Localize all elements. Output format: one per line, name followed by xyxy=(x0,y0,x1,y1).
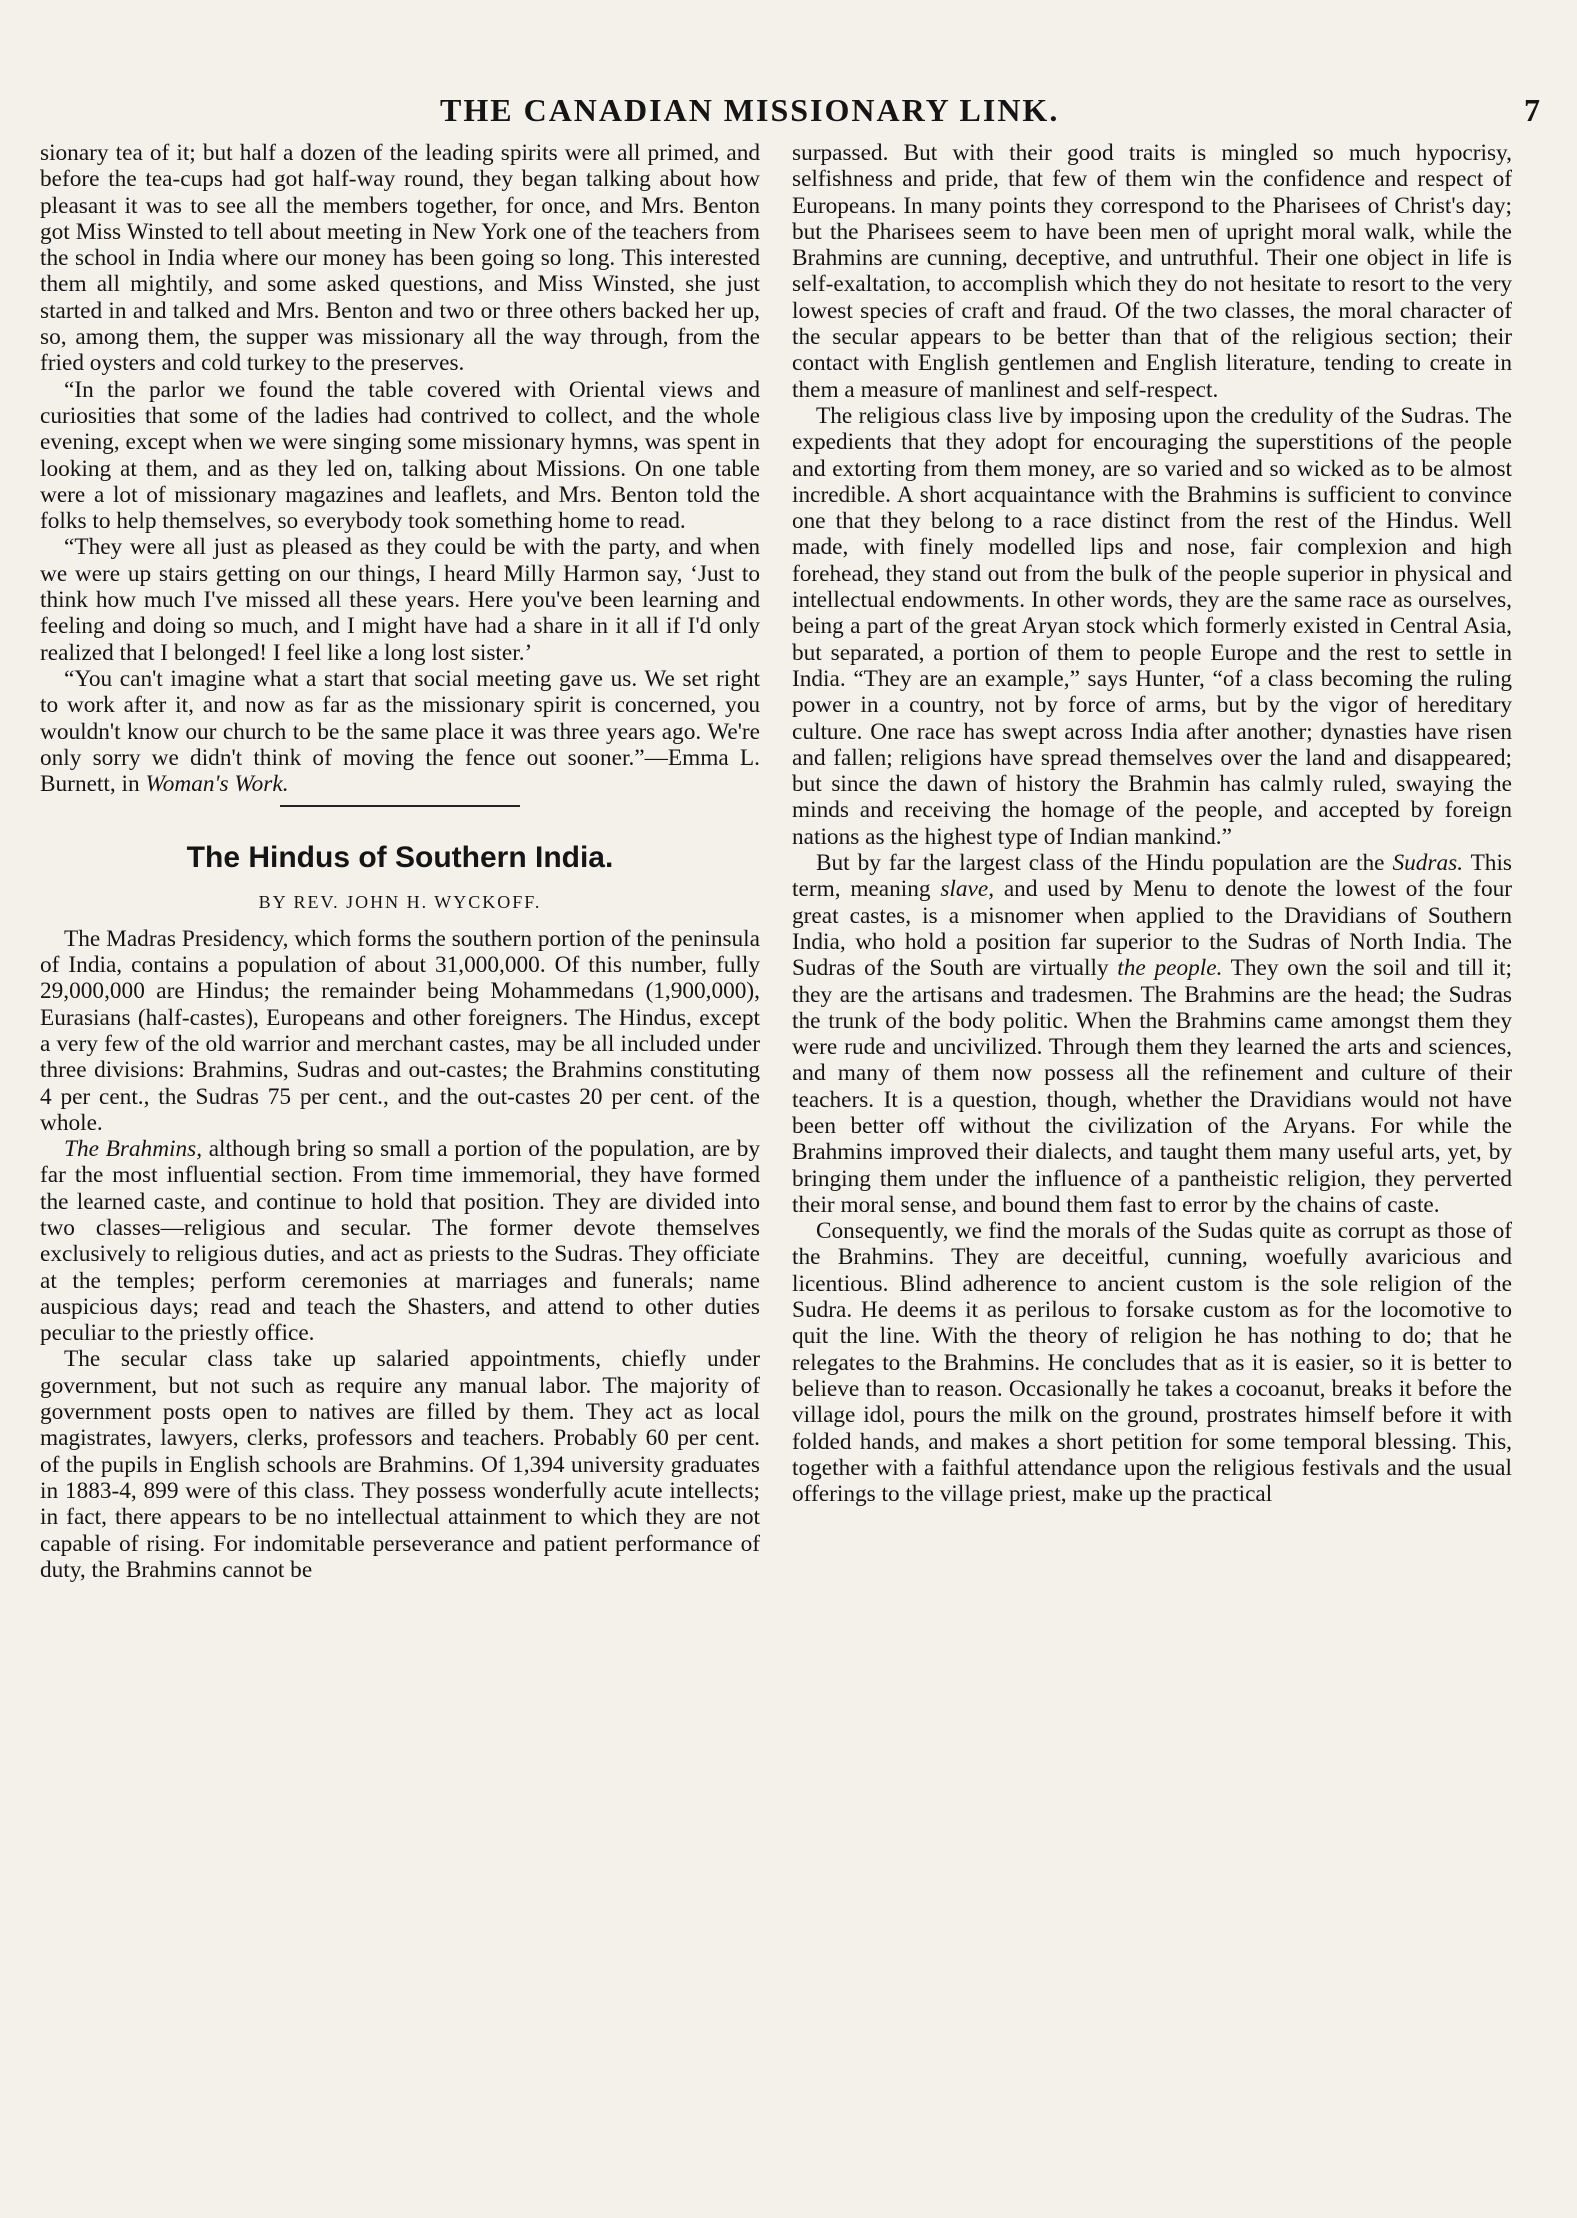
publication-title: THE CANADIAN MISSIONARY LINK. xyxy=(440,92,1060,128)
article-title: The Hindus of Southern India. xyxy=(186,841,614,875)
paragraph-text: This term, meaning xyxy=(792,850,1512,903)
paragraph xyxy=(40,666,760,797)
page-header xyxy=(60,92,1540,132)
italic-term: slave, xyxy=(940,876,995,903)
paragraph: The secular class take up salaried appointments, chiefly under government, but not such as require any manual labor. The majority of government posts open to natives are filled by them. They act as local magistrates, lawyers, clerks, professors and teachers. Probably 60 per cent. of the pupils in English schools are Brahmins. Of 1,394 university graduates in 1883-4, 899 were of this class. They possess wonderfully acute intellects; in fact, there appears to be no intellectual attainment to which they are not capable of rising. For indomitable perseverance and patient performance of duty, the Brahmins cannot be xyxy=(40,1346,760,1583)
paragraph-text: and used by Menu to denote the lowest of the four great castes, is a misnomer when applied to the Dravidians of Southern India, who hold a position far superior to the Sudras of North India. The Sudras of the South are virtually xyxy=(792,876,1512,982)
paragraph-text: They own the soil and till it; they are the artisans and tradesmen. The Brahmins are the head; the Sudras the trunk of the body politic. When the Brahmins came amongst them they were rude and uncivilized. Through them they learned the arts and sciences, and many of them now possess all the refinement and culture of their teachers. It is a question, though, whether the Dravidians would not have been better off without the civilization of the Aryans. For while the Brahmins improved their dialects, and taught them many useful arts, yet, by bringing them under the influence of a pantheistic religion, they perverted their moral sense, and bound them fast to error by the chains of caste. xyxy=(792,955,1512,1218)
paragraph xyxy=(40,1136,760,1346)
paragraph-text: although bring so small a portion of the population, are by far the most influential section. From time immemorial, they have formed the learned caste, and continue to hold that position. They are divided into two classes—religious and secular. The former devote themselves exclusively to religious duties, and act as priests to the Sudras. They officiate at the temples; perform ceremonies at marriages and funerals; name auspicious days; read and teach the Shasters, and attend to other duties peculiar to the priestly office. xyxy=(40,1136,760,1347)
left-column xyxy=(40,140,760,1583)
page-number: 7 xyxy=(1524,92,1540,128)
paragraph-lead: The Brahmins, xyxy=(64,1136,203,1163)
paragraph-text: “You can't imagine what a start that social meeting gave us. We set right to work after it, and now as far as the missionary spirit is concerned, you wouldn't know our church to be the same place it was three years ago. We're only sorry we didn't think of moving the fence out sooner.”—Emma L. Burnett, in xyxy=(40,665,760,798)
paragraph: sionary tea of it; but half a dozen of the leading spirits were all primed, and before the tea-cups had got half-way round, they began talking about how pleasant it was to see all the members together, for once, and Mrs. Benton got Miss Winsted to tell about meeting in New York one of the teachers from the school in India where our money has been going so long. This interested them all mightily, and some asked questions, and Miss Winsted, she just started in and talked and Mrs. Benton and two or three others backed her up, so, among them, the supper was missionary all the way through, from the fried oysters and cold turkey to the preserves. xyxy=(40,140,760,377)
byline: BY REV. JOHN H. WYCKOFF. xyxy=(258,892,542,913)
paragraph xyxy=(792,850,1512,1218)
source-citation: Woman's Work. xyxy=(145,771,289,798)
italic-term: the people. xyxy=(1117,955,1223,982)
paragraph: The religious class live by imposing upon the credulity of the Sudras. The expedients that they adopt for encouraging the superstitions of the people and extorting from them money, are so varied and so wicked as to be almost incredible. A short acquaintance with the Brahmins is sufficient to convince one that they belong to a race distinct from the rest of the Hindus. Well made, with finely modelled lips and nose, fair complexion and high forehead, they stand out from the bulk of the people superior in physical and intellectual endowments. In other words, they are the same race as ourselves, being a part of the great Aryan stock which formerly existed in Central Asia, but separated, a portion of them to people Europe and the rest to settle in India. “They are an example,” says Hunter, “of a class becoming the ruling power in a country, not by force of arms, but by the vigor of hereditary culture. One race has swept across India after another; dynasties have risen and fallen; religions have spread themselves over the land and disappeared; but since the dawn of history the Brahmin has calmly ruled, swaying the minds and receiving the homage of the people, and accepted by foreign nations as the highest type of Indian mankind.” xyxy=(792,402,1512,850)
right-column xyxy=(792,140,1512,1507)
divider xyxy=(280,805,520,807)
paragraph: Consequently, we find the morals of the Sudas quite as corrupt as those of the Brahmins. They are deceitful, cunning, woefully avaricious and licentious. Blind adherence to ancient custom is the sole religion of the Sudra. He deems it as perilous to forsake custom as for the locomotive to quit the line. With the theory of religion he has nothing to do; that he relegates to the Brahmins. He concludes that as it is easier, so it is better to believe than to reason. Occasionally he takes a cocoanut, breaks it before the village idol, pours the milk on the ground, prostrates himself before it with folded hands, and makes a short petition for some temporal blessing. This, together with a faithful attendance upon the religious festivals and the usual offerings to the village priest, make up the practical xyxy=(792,1218,1512,1508)
paragraph: surpassed. But with their good traits is mingled so much hypocrisy, selfishness and pride, that few of them win the confidence and respect of Europeans. In many points they correspond to the Pharisees of Christ's day; but the Pharisees seem to have been men of upright moral walk, while the Brahmins are cunning, deceptive, and untruthful. Their one object in life is self-exaltation, to accomplish which they do not hesitate to resort to the very lowest species of craft and fraud. Of the two classes, the moral character of the secular appears to be better than that of the religious section; their contact with English gentlemen and English literature, tending to create in them a measure of manlinest and self-respect. xyxy=(792,140,1512,403)
paragraph-text: But by far the largest class of the Hindu population are the xyxy=(816,850,1393,877)
italic-term: Sudras. xyxy=(1392,850,1464,877)
paragraph: “In the parlor we found the table covered with Oriental views and curiosities that some of the ladies had contrived to collect, and the whole evening, except when we were singing some missionary hymns, was spent in looking at them, and as they led on, talking about Missions. On one table were a lot of missionary magazines and leaflets, and Mrs. Benton told the folks to help themselves, so everybody took something home to read. xyxy=(40,376,760,535)
paragraph: The Madras Presidency, which forms the southern portion of the peninsula of India, contains a population of about 31,000,000. Of this number, fully 29,000,000 are Hindus; the remainder being Mohammedans (1,900,000), Eurasians (half-castes), Europeans and other foreigners. The Hindus, except a very few of the old warrior and merchant castes, may be all included under three divisions: Brahmins, Sudras and out-castes; the Brahmins constituting 4 per cent., the Sudras 75 per cent., and the out-castes 20 per cent. of the whole. xyxy=(40,925,760,1136)
paragraph: “They were all just as pleased as they could be with the party, and when we were up stairs getting on our things, I heard Milly Harmon say, ‘Just to think how much I've missed all these years. Here you've been learning and feeling and doing so much, and I might have had a share in it all if I'd only realized that I belonged! I feel like a long lost sister.’ xyxy=(40,534,760,666)
